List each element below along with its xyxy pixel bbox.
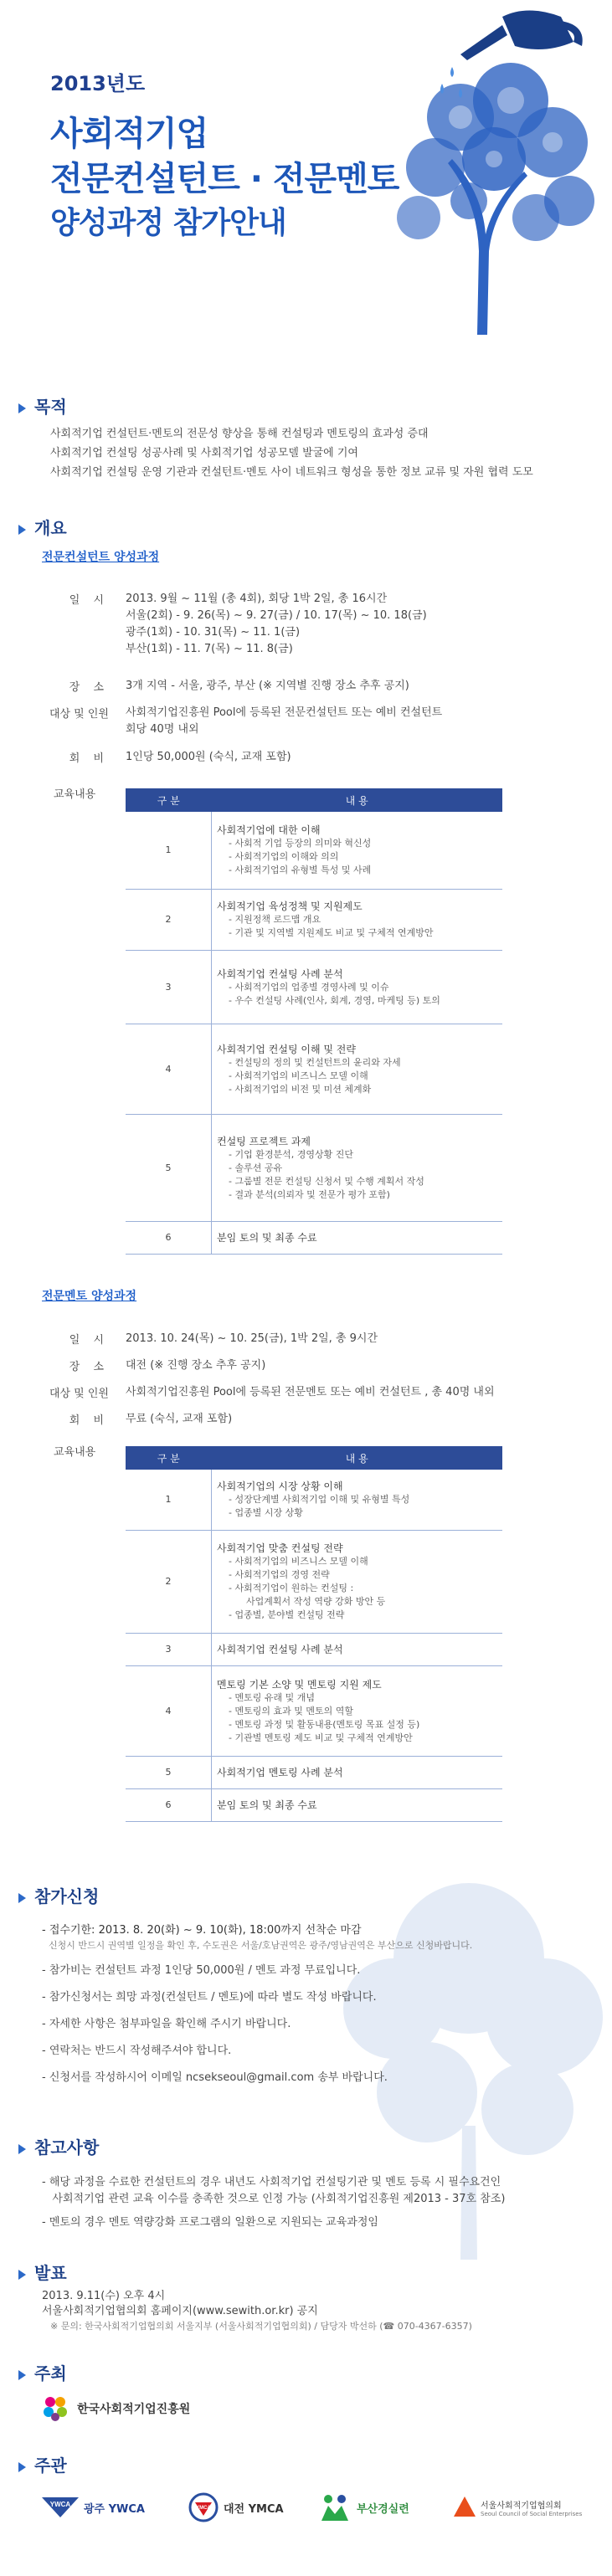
row-content (212, 1222, 503, 1255)
consultant-curriculum-table (126, 788, 502, 1255)
row-title: 사회적기업 컨설팅 사례 분석 (217, 967, 343, 980)
row-title: 사회적기업 컨설팅 이해 및 전략 (217, 1043, 356, 1055)
notes-list (42, 2174, 505, 2231)
organizer-logo-seoul (452, 2484, 582, 2531)
consultant-course-subtitle: 전문컨설턴트 양성과정 (42, 551, 160, 564)
mentor-edu-label: 교육내용 (54, 1446, 96, 1459)
value-line: 회당 40명 내외 (126, 723, 199, 736)
row-number: 5 (126, 1115, 212, 1222)
ymca-logo-mark: YMCA (196, 2506, 211, 2511)
purpose-item: 사회적기업 컨설팅 운영 기관과 컨설턴트·멘토 사이 네트워크 형성을 통한 정보 교류 및 자원 협력 도모 (50, 466, 533, 479)
section-heading-apply (18, 1883, 99, 1907)
row-item: - 사회적기업의 비전 및 미션 체계화 (229, 1083, 372, 1095)
consultant-date-value (126, 591, 427, 658)
section-heading-purpose (18, 393, 67, 418)
table-row (126, 1666, 502, 1757)
table-row (126, 1024, 502, 1115)
row-item: - 결과 분석(의뢰자 및 전문가 평가 포함) (229, 1188, 390, 1200)
announce-note: ※ 문의: 한국사회적기업협의회 서울지부 (서울사회적기업협의회) / 담당자 박선하 (☎ 070-4367-6357) (50, 2321, 472, 2332)
row-number: 1 (126, 1470, 212, 1531)
mentor-target-value: 사회적기업진흥원 Pool에 등록된 전문멘토 또는 예비 컨설턴트 , 총 40명 내외 (126, 1386, 495, 1398)
row-item: - 컨설팅의 정의 및 컨설턴트의 윤리와 자세 (229, 1056, 401, 1068)
consultant-fee-label: 회 비 (69, 752, 109, 765)
row-item: - 사회적 기업 등장의 의미와 혁신성 (229, 838, 372, 849)
table-row (126, 1222, 502, 1255)
triangle-bullet-icon (18, 1893, 26, 1903)
organizer-logo-daejeon-ymca (188, 2484, 284, 2531)
section-heading-announce (18, 2260, 67, 2284)
organizer-name-block (481, 2498, 582, 2517)
note-line: 사회적기업 관련 교육 이수를 충족한 것으로 인정 가능 (사회적기업진흥원 제2013 - 37호 참조) (42, 2193, 506, 2205)
host-logo-icon (40, 2394, 70, 2424)
row-content (212, 1024, 503, 1115)
row-title: 사회적기업에 대한 이해 (217, 824, 321, 836)
mentor-curriculum-table (126, 1446, 502, 1822)
row-item: - 사회적기업의 비즈니스 모델 이해 (229, 1556, 368, 1567)
ywca-logo-mark: YWCA (49, 2501, 71, 2508)
ywca-logo-icon (42, 2496, 79, 2519)
row-title: 사회적기업 맞춤 컨설팅 전략 (217, 1542, 343, 1554)
row-number: 5 (126, 1757, 212, 1789)
row-item: - 솔루션 공유 (229, 1162, 283, 1173)
consultant-edu-label: 교육내용 (54, 788, 96, 801)
mentor-date-value: 2013. 10. 24(목) ~ 10. 25(금), 1박 2일, 총 9시간 (126, 1332, 378, 1345)
consultant-place-label: 장 소 (69, 681, 109, 694)
apply-list (42, 1923, 472, 2086)
hero-year: 2013년도 (50, 72, 146, 95)
apply-item: - 참가비는 컨설턴트 과정 1인당 50,000원 / 멘토 과정 무료입니다. (42, 1964, 361, 1977)
row-item: - 그룹별 전문 컨설팅 신청서 및 수행 계획서 작성 (229, 1175, 424, 1187)
row-title: 멘토링 기본 소양 및 멘토링 지원 제도 (217, 1678, 382, 1691)
table-row (126, 1789, 502, 1822)
announce-block (42, 2289, 472, 2334)
triangle-bullet-icon (18, 2462, 26, 2472)
table-body (126, 1470, 502, 1822)
table-row (126, 890, 502, 951)
purpose-item: 사회적기업 컨설팅 성공사례 및 사회적기업 성공모델 발굴에 기여 (50, 447, 358, 459)
triangle-bullet-icon (18, 2270, 26, 2280)
row-item: - 성장단계별 사회적기업 이해 및 유형별 특성 (229, 1494, 410, 1505)
apply-item: - 참가신청서는 희망 과정(컨설턴트 / 멘토)에 따라 별도 작성 바랍니다. (42, 1991, 377, 2004)
tree-watering-can-illustration (335, 0, 612, 335)
triangle-bullet-icon (18, 2370, 26, 2380)
mentor-fee-label: 회 비 (69, 1414, 109, 1427)
row-number: 3 (126, 1634, 212, 1666)
row-item: - 기관별 멘토링 제도 비교 및 구체적 연계방안 (229, 1732, 413, 1743)
row-item: - 멘토링 과정 및 활동내용(멘토링 목표 설정 등) (229, 1718, 420, 1730)
row-number: 2 (126, 890, 212, 951)
mentor-target-label: 대상 및 인원 (49, 1388, 109, 1400)
row-content (212, 951, 503, 1024)
row-title: 사회적기업 컨설팅 사례 분석 (217, 1644, 343, 1655)
organizer-name: 광주 YWCA (84, 2502, 145, 2516)
hero-title-line3: 양성과정 참가안내 (50, 206, 286, 240)
row-content (212, 812, 503, 890)
busan-logo-icon (318, 2492, 352, 2522)
mentor-fee-value: 무료 (숙식, 교재 포함) (126, 1413, 233, 1425)
value-line: 서울(2회) - 9. 26(목) ~ 9. 27(금) / 10. 17(목) ~ 10. 18(금) (126, 609, 427, 622)
row-content (212, 1470, 503, 1531)
table-header-content: 내 용 (212, 788, 503, 812)
row-content (212, 1115, 503, 1222)
consultant-fee-value: 1인당 50,000원 (숙식, 교재 포함) (126, 751, 291, 763)
row-content (212, 1757, 503, 1789)
table-row (126, 1115, 502, 1222)
host-logo (40, 2394, 190, 2424)
announce-line: 2013. 9.11(수) 오후 4시 (42, 2290, 166, 2302)
mentor-date-label: 일 시 (69, 1334, 109, 1347)
row-number: 4 (126, 1024, 212, 1115)
table-header-content: 내 용 (212, 1446, 503, 1470)
row-item: - 사회적기업의 유형별 특성 및 사례 (229, 865, 372, 875)
consultant-place-value: 3개 지역 - 서울, 광주, 부산 (※ 지역별 진행 장소 추후 공지) (126, 680, 409, 692)
table-row (126, 812, 502, 890)
table-body (126, 812, 502, 1255)
hero-title-line2: 전문컨설턴트 · 전문멘토 (50, 160, 399, 198)
section-heading-notes (18, 2134, 99, 2158)
row-title: 사회적기업의 시장 상황 이해 (217, 1480, 343, 1492)
row-item: - 기관 및 지역별 지원제도 비교 및 구체적 연계방안 (229, 927, 434, 938)
consultant-target-value (126, 705, 442, 738)
organizer-name: 부산경실련 (357, 2502, 409, 2516)
organizer-name: 대전 YMCA (224, 2502, 284, 2516)
row-content (212, 1789, 503, 1822)
mentor-place-label: 장 소 (69, 1361, 109, 1373)
notes-heading: 참고사항 (34, 2137, 100, 2158)
value-line: 부산(1회) - 11. 7(목) ~ 11. 8(금) (126, 643, 293, 655)
row-item: - 업종별 시장 상황 (229, 1507, 303, 1518)
row-title: 분임 토의 및 최종 수료 (217, 1232, 317, 1244)
apply-item: - 자세한 사항은 첨부파일을 확인해 주시기 바랍니다. (42, 2018, 291, 2030)
value-line: 광주(1회) - 10. 31(목) ~ 11. 1(금) (126, 626, 301, 639)
value-line: 2013. 9월 ~ 11월 (총 4회), 회당 1박 2일, 총 16시간 (126, 593, 388, 605)
row-number: 4 (126, 1666, 212, 1757)
note-line: - 해당 과정을 수료한 컨설턴트의 경우 내년도 사회적기업 컨설팅기관 및 멘토 등록 시 필수요건인 (42, 2176, 501, 2189)
seoul-council-logo-icon (452, 2495, 477, 2520)
section-heading-host (18, 2360, 67, 2384)
host-heading: 주최 (34, 2363, 67, 2384)
row-title: 컨설팅 프로젝트 과제 (217, 1135, 311, 1147)
organizer-logo-busan (318, 2484, 409, 2531)
table-row (126, 1470, 502, 1531)
row-title: 분임 토의 및 최종 수료 (217, 1799, 317, 1811)
purpose-item: 사회적기업 컨설턴트·멘토의 전문성 향상을 통해 컨설팅과 멘토링의 효과성 증대 (50, 428, 429, 440)
row-item: - 업종별, 분야별 컨설팅 전략 (229, 1609, 345, 1620)
row-item: - 사회적기업의 업종별 경영사례 및 이슈 (229, 981, 389, 993)
organizer-logos (0, 2484, 612, 2534)
row-content (212, 1666, 503, 1757)
apply-item-note: 신청시 반드시 권역별 일정을 확인 후, 수도권은 서울/호남권역은 광주/영남권역은 부산으로 신청바랍니다. (49, 1940, 473, 1951)
value-line: 사회적기업진흥원 Pool에 등록된 전문컨설턴트 또는 예비 컨설턴트 (126, 706, 443, 719)
row-number: 6 (126, 1222, 212, 1255)
table-row (126, 1757, 502, 1789)
table-row (126, 1634, 502, 1666)
organizer-heading: 주관 (34, 2455, 67, 2476)
announce-heading: 발표 (34, 2263, 67, 2283)
row-number: 2 (126, 1531, 212, 1634)
consultant-date-label: 일 시 (69, 594, 109, 607)
row-number: 3 (126, 951, 212, 1024)
row-item: - 멘토링의 효과 및 멘토의 역할 (229, 1705, 353, 1716)
ymca-logo-icon (188, 2492, 219, 2522)
row-content (212, 1531, 503, 1634)
row-item: - 멘토링 유래 및 개념 (229, 1691, 315, 1703)
row-number: 6 (126, 1789, 212, 1822)
hero-banner (0, 0, 612, 343)
row-title: 사회적기업 육성정책 및 지원제도 (217, 901, 363, 912)
apply-item: - 신청서를 작성하시어 이메일 ncsekseoul@gmail.com 송부 바랍니다. (42, 2071, 388, 2084)
organizer-name-en: Seoul Council of Social Enterprises (481, 2510, 583, 2517)
row-item: - 지원정책 로드맵 개요 (229, 914, 321, 925)
row-item: - 우수 컨설팅 사례(인사, 회계, 경영, 마케팅 등) 토의 (229, 994, 440, 1006)
row-number: 1 (126, 812, 212, 890)
row-item: - 사회적기업의 경영 전략 (229, 1569, 330, 1580)
section-heading-organizer (18, 2452, 67, 2476)
row-title: 사회적기업 멘토링 사례 분석 (217, 1767, 343, 1778)
table-header-no: 구 분 (126, 1446, 212, 1470)
row-item: - 사회적기업이 원하는 컨설팅 : (229, 1583, 354, 1593)
organizer-name: 서울사회적기업협의회 (481, 2501, 562, 2511)
purpose-heading: 목적 (34, 397, 67, 417)
host-org-name: 한국사회적기업진흥원 (77, 2403, 191, 2416)
table-row (126, 951, 502, 1024)
row-item: 사업계획서 작성 역량 강화 방안 등 (229, 1596, 386, 1607)
triangle-bullet-icon (18, 525, 26, 535)
triangle-bullet-icon (18, 403, 26, 413)
hero-title-line1: 사회적기업 (50, 115, 208, 153)
row-content (212, 890, 503, 951)
table-header-no: 구 분 (126, 788, 212, 812)
mentor-course-subtitle: 전문멘토 양성과정 (42, 1290, 137, 1303)
consultant-target-label: 대상 및 인원 (49, 708, 109, 721)
apply-heading: 참가신청 (34, 1886, 100, 1906)
organizer-logo-gwangju-ywca (42, 2484, 145, 2531)
row-item: - 기업 환경분석, 경영상황 진단 (229, 1148, 353, 1160)
mentor-place-value: 대전 (※ 진행 장소 추후 공지) (126, 1359, 266, 1372)
note-line: - 멘토의 경우 멘토 역량강화 프로그램의 일환으로 지원되는 교육과정임 (42, 2216, 378, 2229)
section-heading-overview (18, 515, 67, 539)
table-row (126, 1531, 502, 1634)
apply-item: - 연락처는 반드시 작성해주셔야 합니다. (42, 2045, 232, 2057)
apply-item: - 접수기한: 2013. 8. 20(화) ~ 9. 10(화), 18:00까지 선착순 마감 (42, 1924, 362, 1937)
row-content (212, 1634, 503, 1666)
row-item: - 사회적기업의 비즈니스 모델 이해 (229, 1070, 368, 1081)
overview-heading: 개요 (34, 518, 67, 538)
row-item: - 사회적기업의 이해와 의의 (229, 851, 339, 862)
triangle-bullet-icon (18, 2144, 26, 2154)
announce-line: 서울사회적기업협의회 홈페이지(www.sewith.or.kr) 공지 (42, 2305, 318, 2317)
